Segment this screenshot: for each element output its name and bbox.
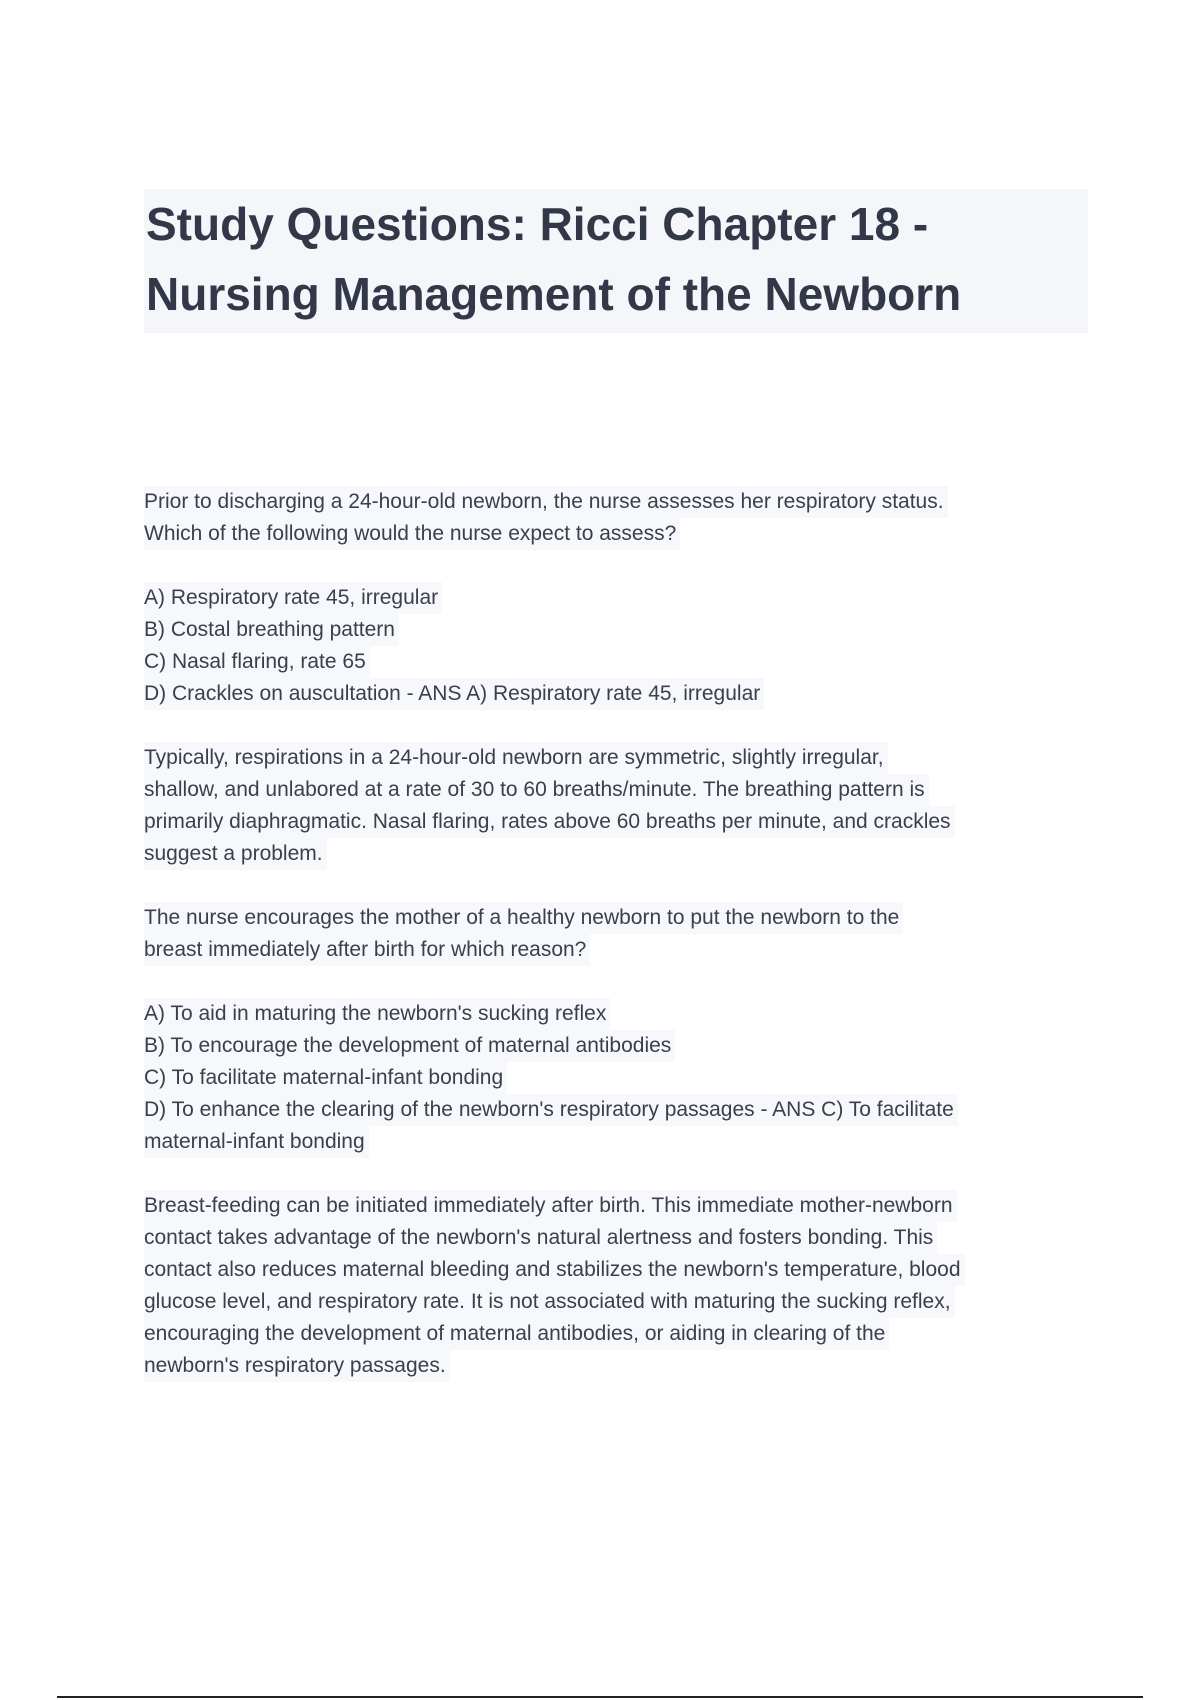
question-1-stem [144, 486, 1094, 550]
text-line: suggest a problem. [144, 838, 327, 870]
text-line: contact takes advantage of the newborn's natural alertness and fosters bonding. This [144, 1222, 937, 1254]
text-line: Prior to discharging a 24-hour-old newborn, the nurse assesses her respiratory status. [144, 486, 948, 518]
question-1-options [144, 582, 1094, 710]
question-2-stem [144, 902, 1094, 966]
answer-option: D) Crackles on auscultation - ANS A) Respiratory rate 45, irregular [144, 678, 764, 710]
document-title [144, 189, 1088, 333]
answer-option: C) To facilitate maternal-infant bonding [144, 1062, 507, 1094]
text-line: primarily diaphragmatic. Nasal flaring, rates above 60 breaths per minute, and crackles [144, 806, 955, 838]
answer-option: C) Nasal flaring, rate 65 [144, 646, 370, 678]
answer-option: B) Costal breathing pattern [144, 614, 399, 646]
answer-option: D) To enhance the clearing of the newborn's respiratory passages - ANS C) To facilitate [144, 1094, 958, 1126]
page-bottom-divider [57, 1696, 1143, 1698]
text-line: Breast-feeding can be initiated immediately after birth. This immediate mother-newborn [144, 1190, 957, 1222]
answer-option: B) To encourage the development of maternal antibodies [144, 1030, 675, 1062]
text-line: shallow, and unlabored at a rate of 30 to 60 breaths/minute. The breathing pattern is [144, 774, 929, 806]
answer-option: maternal-infant bonding [144, 1126, 369, 1158]
text-line: Typically, respirations in a 24-hour-old newborn are symmetric, slightly irregular, [144, 742, 888, 774]
text-line: newborn's respiratory passages. [144, 1350, 450, 1382]
question-2-options [144, 998, 1094, 1158]
text-line: The nurse encourages the mother of a healthy newborn to put the newborn to the [144, 902, 903, 934]
text-line: Which of the following would the nurse expect to assess? [144, 518, 680, 550]
text-line: glucose level, and respiratory rate. It is not associated with maturing the sucking reflex, [144, 1286, 955, 1318]
title-line-1: Study Questions: Ricci Chapter 18 - [146, 198, 929, 250]
document-body [144, 486, 1094, 1414]
answer-option: A) To aid in maturing the newborn's sucking reflex [144, 998, 610, 1030]
text-line: breast immediately after birth for which reason? [144, 934, 590, 966]
text-line: contact also reduces maternal bleeding and stabilizes the newborn's temperature, blood [144, 1254, 965, 1286]
title-line-2: Nursing Management of the Newborn [146, 268, 962, 320]
question-1-rationale [144, 742, 1094, 870]
answer-option: A) Respiratory rate 45, irregular [144, 582, 442, 614]
text-line: encouraging the development of maternal antibodies, or aiding in clearing of the [144, 1318, 889, 1350]
question-2-rationale [144, 1190, 1094, 1382]
